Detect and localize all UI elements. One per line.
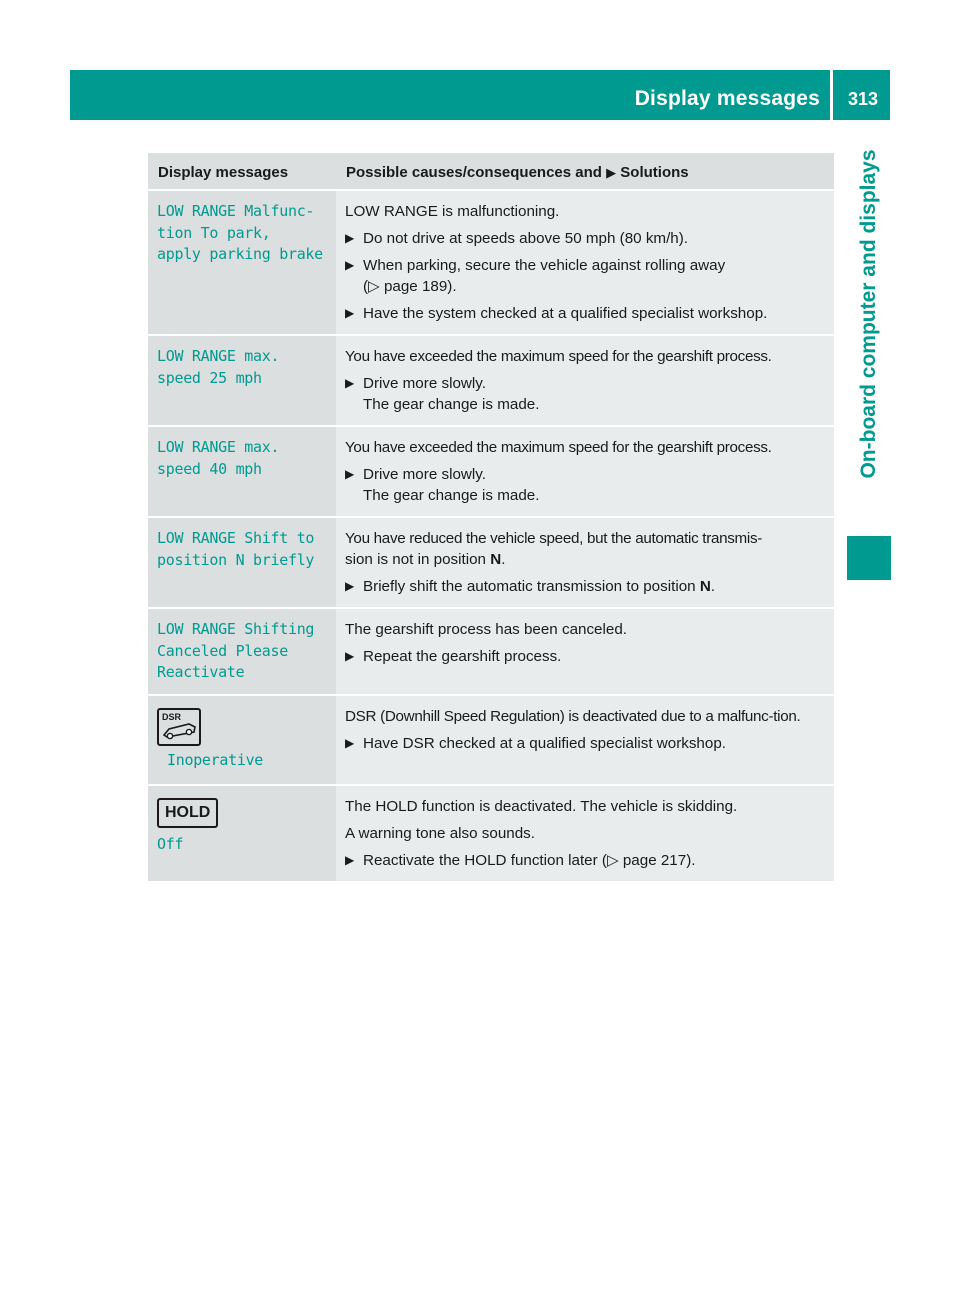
cause-text: DSR (Downhill Speed Regulation) is deactivated due to a malfunc-tion. <box>345 707 801 725</box>
display-message: LOW RANGE Malfunc‐ tion To park, apply parking brake <box>157 202 323 263</box>
dsr-vehicle-graphic <box>159 710 199 740</box>
step-arrow-icon: ▶ <box>345 467 355 481</box>
message-cell <box>148 190 336 335</box>
solution-step: ▶ Briefly shift the automatic transmission to position N. <box>345 578 716 595</box>
step-arrow-icon: ▶ <box>345 579 355 593</box>
solution-step: ▶ Reactivate the HOLD function later (▷ page 217). <box>345 851 696 869</box>
step-arrow-icon: ▶ <box>345 852 355 867</box>
cause-text: LOW RANGE is malfunctioning. <box>345 203 560 220</box>
play-arrow-icon: ▶ <box>606 164 617 180</box>
solution-cell <box>336 695 834 785</box>
cause-text: You have exceeded the maximum speed for the gearshift process. <box>345 348 772 365</box>
svg-text:DSR: DSR <box>162 711 182 722</box>
table-row <box>148 695 834 785</box>
display-message: Off <box>157 834 184 853</box>
message-cell <box>148 608 336 695</box>
header-divider <box>830 70 833 120</box>
header-solutions <box>336 153 834 190</box>
cause-text: You have reduced the vehicle speed, but the automatic transmis- sion is not in position N. <box>345 530 763 568</box>
cause-text-2: A warning tone also sounds. <box>345 824 535 842</box>
hold-icon: HOLD <box>157 798 218 828</box>
table-row <box>148 785 834 882</box>
solution-step: ▶ Repeat the gearshift process. <box>345 648 562 665</box>
dsr-icon <box>157 708 201 746</box>
step-arrow-icon: ▶ <box>345 735 355 750</box>
solution-cell <box>336 335 834 426</box>
header-solutions-prefix: Possible causes/consequences and <box>346 163 602 181</box>
page-header <box>70 70 890 120</box>
step-arrow-icon: ▶ <box>345 649 355 663</box>
cause-text: The gearshift process has been canceled. <box>345 621 627 638</box>
step-arrow-icon: ▶ <box>345 231 355 245</box>
solution-cell <box>336 785 834 882</box>
chapter-marker <box>847 536 891 580</box>
page-number: 313 <box>847 89 879 109</box>
display-message: LOW RANGE max. speed 25 mph <box>157 347 280 387</box>
step-arrow-icon: ▶ <box>345 258 355 272</box>
solution-cell <box>336 517 834 608</box>
section-title: Display messages <box>634 87 820 110</box>
cause-text: The HOLD function is deactivated. The vehicle is skidding. <box>345 797 738 815</box>
step-arrow-icon: ▶ <box>345 376 355 390</box>
step-result: The gear change is made. <box>363 487 540 504</box>
chapter-label: On-board computer and displays <box>857 149 880 479</box>
solution-step: ▶ Have the system checked at a qualified specialist workshop. <box>345 305 768 322</box>
cause-text: You have exceeded the maximum speed for the gearshift process. <box>345 439 772 456</box>
display-message: LOW RANGE max. speed 40 mph <box>157 438 280 478</box>
solution-cell <box>336 608 834 695</box>
step-arrow-icon: ▶ <box>345 306 355 320</box>
solution-step: ▶ Do not drive at speeds above 50 mph (80 km/h). <box>345 230 689 247</box>
table-row <box>148 608 834 695</box>
table-row <box>148 335 834 426</box>
solution-step: ▶ Drive more slowly. The gear change is made. <box>345 466 540 504</box>
display-message: LOW RANGE Shift to position N briefly <box>157 529 315 569</box>
table-row <box>148 190 834 335</box>
message-cell <box>148 426 336 517</box>
message-cell <box>148 335 336 426</box>
table-row <box>148 426 834 517</box>
solution-step: ▶ When parking, secure the vehicle against rolling away (▷ page 189). <box>345 257 726 295</box>
display-messages-table <box>148 153 834 883</box>
display-message: LOW RANGE Shifting Canceled Please Reactivate <box>157 620 315 681</box>
step-result: The gear change is made. <box>363 396 540 413</box>
page-reference: (▷ page 189). <box>363 278 457 295</box>
display-message: Inoperative <box>167 750 264 769</box>
chapter-tab <box>847 149 891 479</box>
header-display-messages: Display messages <box>148 153 336 190</box>
message-cell <box>148 695 336 785</box>
solution-cell <box>336 426 834 517</box>
table-header-row <box>148 153 834 190</box>
message-cell <box>148 785 336 882</box>
solution-step: ▶ Drive more slowly. The gear change is made. <box>345 375 540 413</box>
solution-step: ▶ Have DSR checked at a qualified specialist workshop. <box>345 734 726 752</box>
solution-cell <box>336 190 834 335</box>
message-cell <box>148 517 336 608</box>
table-row <box>148 517 834 608</box>
header-solutions-suffix: Solutions <box>620 163 689 181</box>
